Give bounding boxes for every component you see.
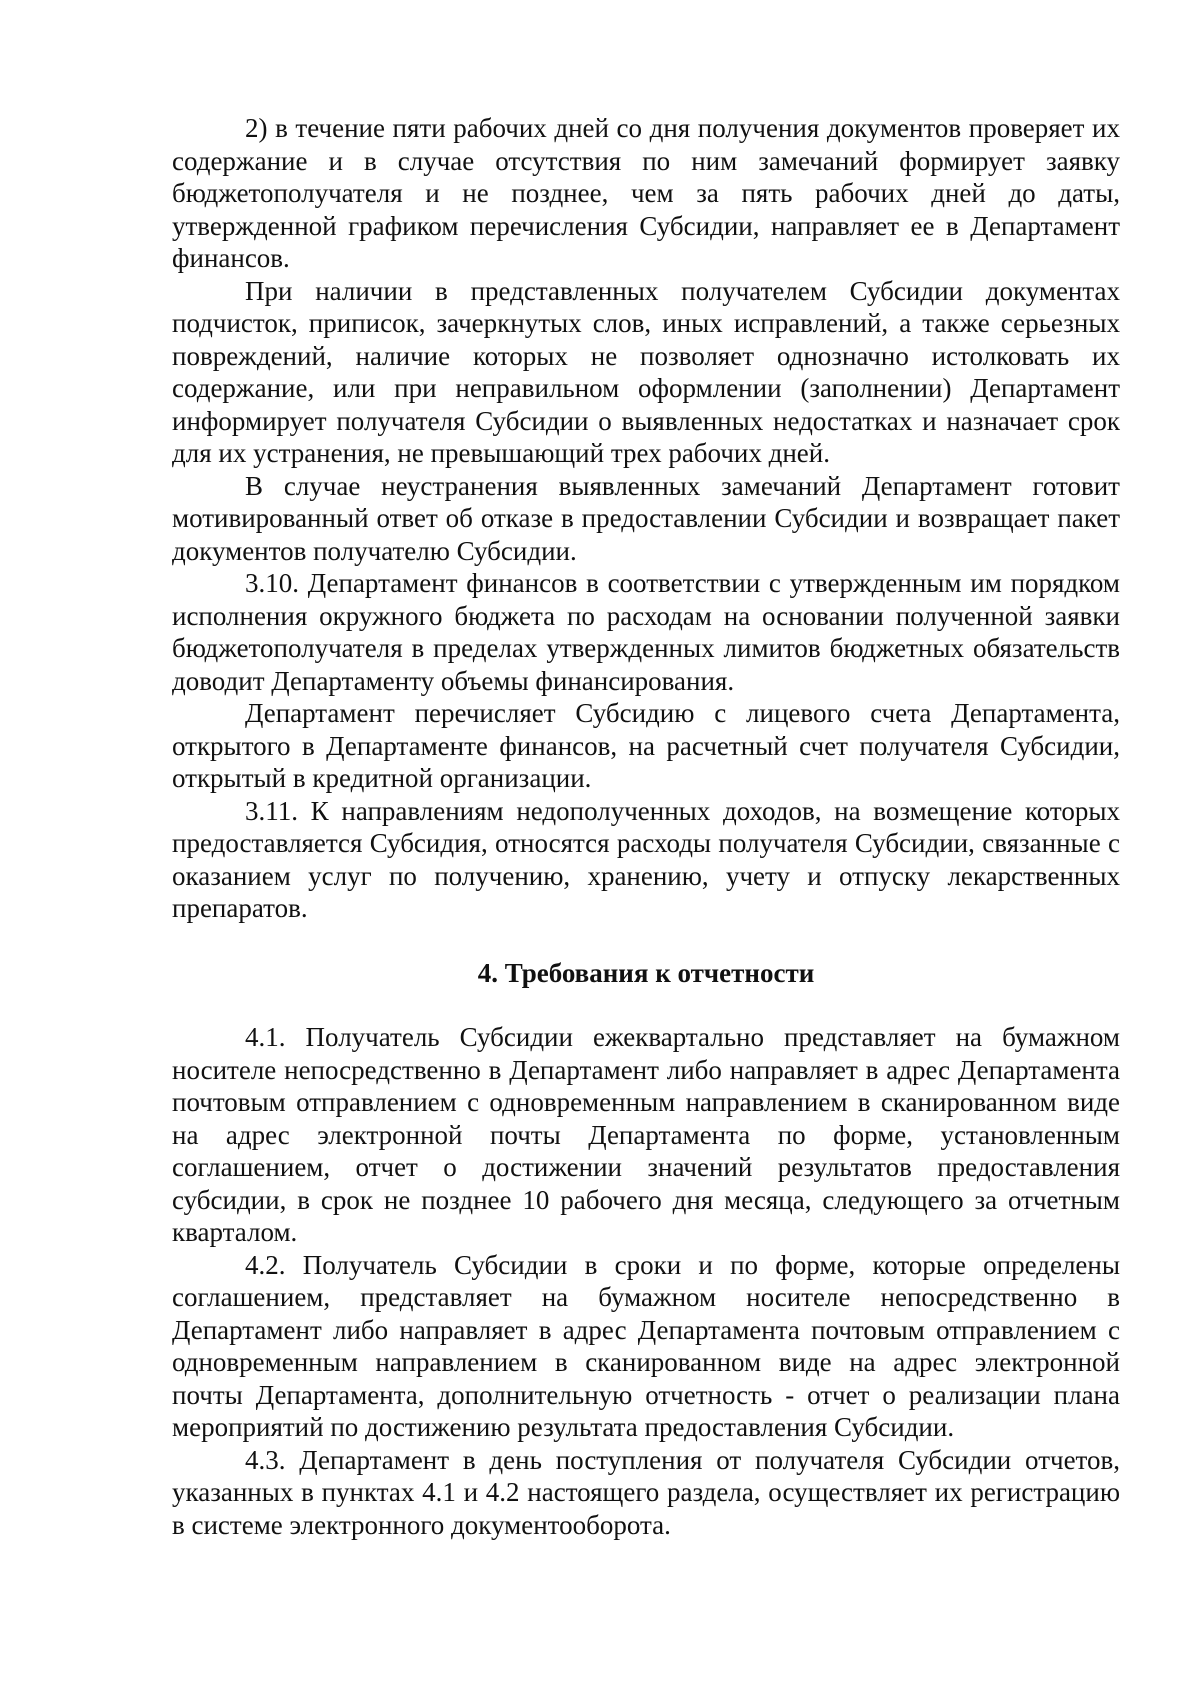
section-heading: 4. Требования к отчетности [477,957,815,988]
paragraph-2-review: 2) в течение пяти рабочих дней со дня получения документов проверяет их содержание и в случае отсутствия по ним замечаний формирует заявку бюджетополучателя и не позднее, чем за пять рабочих дней до даты, утвержденной графиком перечисления Субсидии, направляет ее в Департамент финансов. [172,113,1120,273]
paragraph-4-3: 4.3. Департамент в день поступления от получателя Субсидии отчетов, указанных в пунктах 4.1 и 4.2 настоящего раздела, осуществляет их регистрацию в системе электронного документооборота. [172,1444,1120,1540]
paragraph-transfer: Департамент перечисляет Субсидию с лицевого счета Департамента, открытого в Департаменте финансов, на расчетный счет получателя Субсидии, открытый в кредитной организации. [172,698,1120,793]
paragraph-deficiencies: При наличии в представленных получателем Субсидии документах подчисток, приписок, зачеркнутых слов, иных исправлений, а также серьезных повреждений, наличие которых не позволяет однозначно истолковать их содержание, или при неправильном оформлении (заполнении) Департамент информирует получателя Субсидии о выявленных недостатках и назначает срок для их устранения, не превышающий трех рабочих дней. [172,275,1120,468]
paragraph-4-1: 4.1. Получатель Субсидии ежеквартально представляет на бумажном носителе непосредственно в Департамент либо направляет в адрес Департамента почтовым отправлением с одновременным направлением в сканированном виде на адрес электронной почты Департамента по форме, установленным соглашением, отчет о достижении значений результатов предоставления субсидии, в срок не позднее 10 рабочего дня месяца, следующего за отчетным кварталом. [172,1022,1120,1247]
document-page [172,112,1120,1541]
paragraph-3-11: 3.11. К направлениям недополученных доходов, на возмещение которых предоставляется Субсидия, относятся расходы получателя Субсидии, связанные с оказанием услуг по получению, хранению, учету и отпуску лекарственных препаратов. [172,795,1120,923]
paragraph-refusal: В случае неустранения выявленных замечаний Департамент готовит мотивированный ответ об отказе в предоставлении Субсидии и возвращает пакет документов получателю Субсидии. [172,470,1120,566]
paragraph-3-10: 3.10. Департамент финансов в соответствии с утвержденным им порядком исполнения окружного бюджета по расходам на основании полученной заявки бюджетополучателя в пределах утвержденных лимитов бюджетных обязательств доводит Департаменту объемы финансирования. [172,568,1120,696]
paragraph-4-2: 4.2. Получатель Субсидии в сроки и по форме, которые определены соглашением, представляет на бумажном носителе непосредственно в Департамент либо направляет в адрес Департамента почтовым отправлением с одновременным направлением в сканированном виде на адрес электронной почты Департамента, дополнительную отчетность - отчет о реализации плана мероприятий по достижению результата предоставления Субсидии. [172,1249,1120,1442]
